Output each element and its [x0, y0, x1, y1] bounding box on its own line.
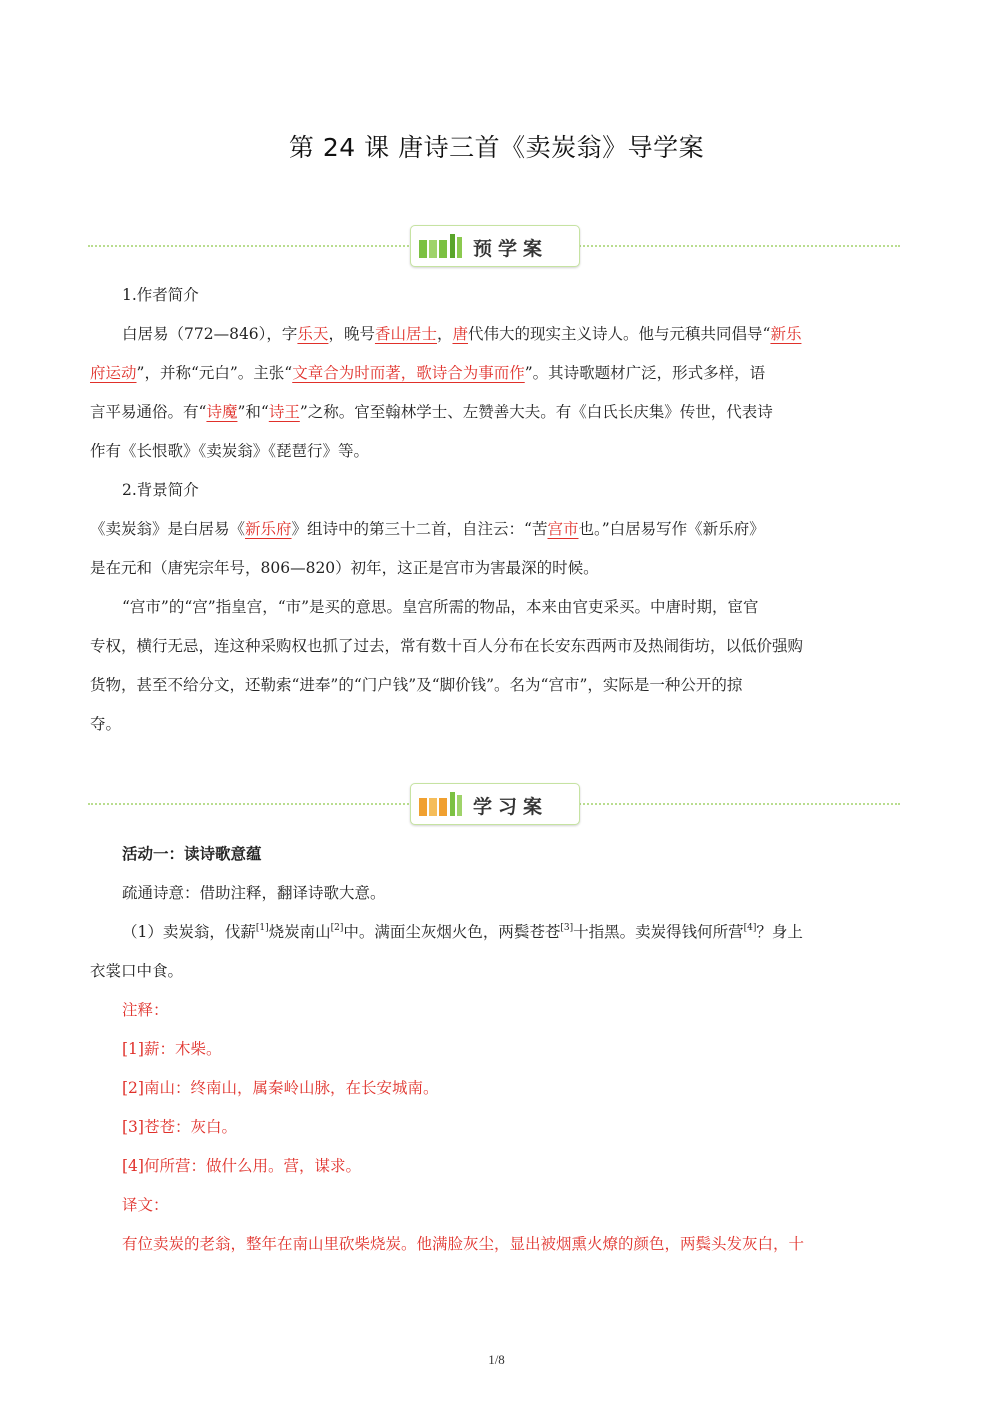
paragraph-line: 是在元和（唐宪宗年号，806—820）初年，这正是宫市为害最深的时候。	[90, 559, 599, 577]
activity-heading: 活动一：读诗歌意蕴	[122, 845, 262, 863]
banner-label: 学习案	[473, 796, 549, 818]
poem-line: （1）卖炭翁，伐薪[1]烧炭南山[2]中。满面尘灰烟火色，两鬓苍苍[3]十指黑。卖炭得钱何所营[4]？身上	[122, 923, 803, 941]
books-icon	[419, 792, 463, 816]
books-icon	[419, 234, 463, 258]
study-banner	[88, 782, 900, 826]
page-title: 第 24 课 唐诗三首《卖炭翁》导学案	[288, 133, 705, 162]
banner-box	[410, 783, 580, 825]
paragraph-line: 府运动”，并称“元白”。主张“文章合为时而著，歌诗合为事而作”。其诗歌题材广泛，形式多样，语	[90, 364, 766, 382]
poem-line: 衣裳口中食。	[90, 962, 184, 980]
banner-label: 预学案	[473, 238, 549, 260]
translation-label: 译文：	[122, 1196, 169, 1214]
paragraph-line: 货物，甚至不给分文，还勒索“进奉”的“门户钱”及“脚价钱”。名为“宫市”，实际是一种公开的掠	[90, 676, 743, 694]
paragraph-line: 《卖炭翁》是白居易《新乐府》组诗中的第三十二首，自注云：“苦宫市也。”白居易写作《新乐府》	[90, 520, 765, 538]
section-heading: 2.背景简介	[122, 481, 199, 499]
section-heading: 1.作者简介	[122, 286, 199, 304]
paragraph-line: “宫市”的“宫”指皇宫，“市”是买的意思。皇宫所需的物品，本来由官吏采买。中唐时期，宦官	[122, 598, 759, 616]
note-item: [3]苍苍：灰白。	[122, 1118, 237, 1136]
paragraph-line: 作有《长恨歌》《卖炭翁》《琵琶行》等。	[90, 442, 370, 460]
banner-box	[410, 225, 580, 267]
note-item: [2]南山：终南山，属秦岭山脉，在长安城南。	[122, 1079, 439, 1097]
note-item: [4]何所营：做什么用。营，谋求。	[122, 1157, 361, 1175]
paragraph-line: 言平易通俗。有“诗魔”和“诗王”之称。官至翰林学士、左赞善大夫。有《白氏长庆集》传世，代表诗	[90, 403, 773, 421]
page-number: 1/8	[488, 1352, 505, 1367]
activity-intro: 疏通诗意：借助注释，翻译诗歌大意。	[122, 884, 386, 902]
notes-label: 注释：	[122, 1001, 169, 1019]
pre-study-banner	[88, 224, 900, 268]
note-item: [1]薪：木柴。	[122, 1040, 222, 1058]
paragraph-line: 白居易（772—846），字乐天，晚号香山居士，唐代伟大的现实主义诗人。他与元稹共同倡导“新乐	[122, 325, 802, 343]
paragraph-line: 专权，横行无忌，连这种采购权也抓了过去，常有数十百人分布在长安东西两市及热闹街坊，以低价强购	[90, 637, 804, 655]
paragraph-line: 夺。	[90, 715, 122, 733]
translation-line: 有位卖炭的老翁，整年在南山里砍柴烧炭。他满脸灰尘，显出被烟熏火燎的颜色，两鬓头发灰白，十	[122, 1235, 805, 1253]
